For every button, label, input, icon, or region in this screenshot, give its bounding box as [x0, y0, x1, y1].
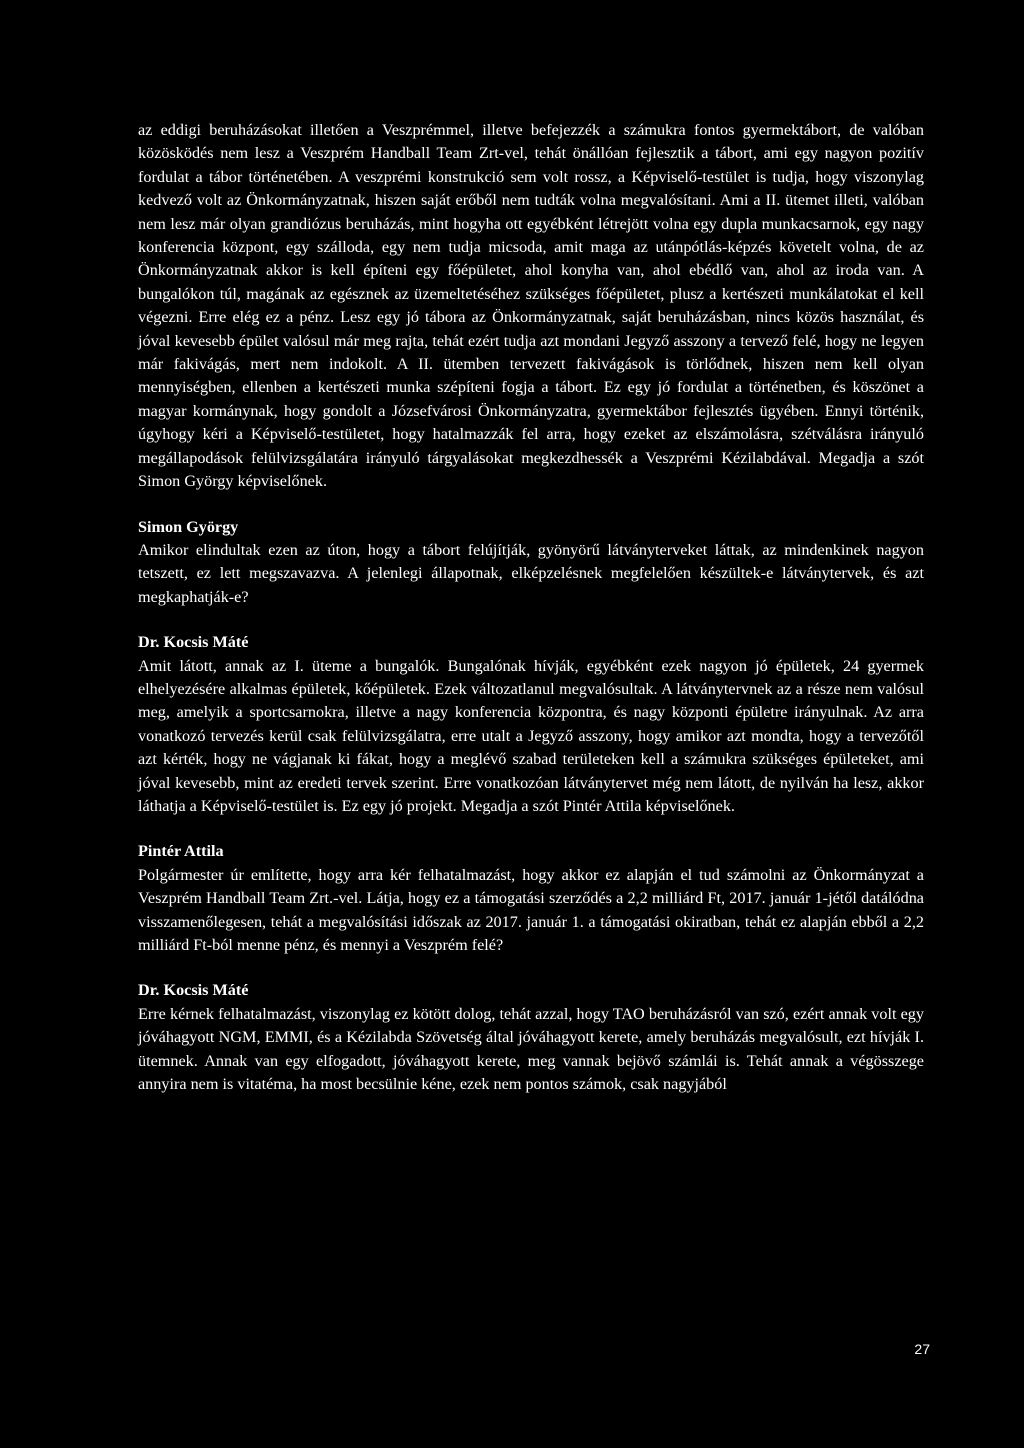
speaker-section-simon	[138, 516, 924, 610]
intro-paragraph: az eddigi beruházásokat illetően a Veszprémmel, illetve befejezzék a számukra fontos gyermektábort, de valóban közösködés nem lesz a Veszprém Handball Team Zrt-vel, tehát önállóan fejlesztik a tábort, ami egy nagyon pozitív fordulat a tábor történetében. A veszprémi konstrukció sem volt rossz, a Képviselő-testület is tudja, hogy viszonylag kedvező volt az Önkormányzatnak, hiszen saját erőből nem tudták volna megvalósítani. Ami a II. ütemet illeti, valóban nem lesz már olyan grandiózus beruházás, mint hogyha ott egyébként létrejött volna egy dupla munkacsarnok, egy nagy konferencia központ, egy szálloda, egy nem tudja micsoda, amit maga az utánpótlás-képzés követelt volna, de az Önkormányzatnak akkor is kell építeni egy főépületet, ahol konyha van, ahol ebédlő van, ahol az iroda van. A bungalókon túl, magának az egésznek az üzemeltetéséhez szükséges főépületet, plusz a kertészeti munkálatokat el kell végezni. Erre elég ez a pénz. Lesz egy jó tábora az Önkormányzatnak, saját beruházásban, nincs közös használat, és jóval kevesebb épület valósul már meg rajta, tehát ezért tudja azt mondani Jegyző asszony a tervező felé, hogy ne legyen már fakivágás, mert nem indokolt. A II. ütemben tervezett fakivágások is törlődnek, hiszen nem kell olyan mennyiségben, ellenben a kertészeti munka szépíteni fogja a tábort. Ez egy jó fordulat a történetben, és köszönet a magyar kormánynak, hogy gondolt a Józsefvárosi Önkormányzatra, gyermektábor fejlesztés ügyében. Ennyi történik, úgyhogy kéri a Képviselő-testületet, hogy hatalmazzák fel arra, hogy ezeket az elszámolásra, szétválásra irányuló megállapodások felülvizsgálatára irányuló tárgyalásokat megkezdhessék a Veszprémi Kézilabdával. Megadja a szót Simon György képviselőnek.	[138, 121, 924, 491]
document-page	[138, 119, 924, 1096]
speaker-section-kocsis-1	[138, 631, 924, 818]
speaker-name: Pintér Attila	[138, 842, 224, 861]
speaker-name: Dr. Kocsis Máté	[138, 981, 249, 1000]
speaker-text: Polgármester úr említette, hogy arra kér felhatalmazást, hogy akkor ez alapján el tud számolni az Önkormányzat a Veszprém Handball Team Zrt.-vel. Látja, hogy ez a támogatási szerződés a 2,2 milliárd Ft, 2017. január 1-jétől datálódna visszamenőlegesen, tehát a megvalósítási időszak az 2017. január 1. a támogatási okiratban, tehát ez alapján ebből a 2,2 milliárd Ft-ból menne pénz, és mennyi a Veszprém felé?	[138, 865, 924, 954]
speaker-name: Simon György	[138, 517, 239, 536]
speaker-name: Dr. Kocsis Máté	[138, 633, 249, 652]
speaker-text: Amikor elindultak ezen az úton, hogy a tábort felújítják, gyönyörű látványterveket láttak, az mindenkinek nagyon tetszett, ez lett megszavazva. A jelenlegi állapotnak, elképzelésnek megfelelően készültek-e látványtervek, és azt megkaphatják-e?	[138, 540, 924, 606]
speaker-section-kocsis-2	[138, 979, 924, 1096]
speaker-text: Erre kérnek felhatalmazást, viszonylag ez kötött dolog, tehát azzal, hogy TAO beruházásról van szó, ezért annak volt egy jóváhagyott NGM, EMMI, és a Kézilabda Szövetség által jóváhagyott kerete, amely beruházás megvalósult, ezt hívják I. ütemnek. Annak van egy elfogadott, jóváhagyott kerete, meg vannak bejövő számlái is. Tehát annak a végösszege annyira nem is vitatéma, ha most becsülnie kéne, ezek nem pontos számok, csak nagyjából	[138, 1004, 924, 1094]
page-number: 27	[914, 1341, 930, 1357]
speaker-section-pinter	[138, 840, 924, 957]
speaker-text: Amit látott, annak az I. üteme a bungalók. Bungalónak hívják, egyébként ezek nagyon jó épületek, 24 gyermek elhelyezésére alkalmas épületek, kőépületek. Ezek változatlanul megvalósultak. A látványtervnek az a része nem valósul meg, amelyik a sportcsarnokra, illetve a nagy konferencia központra, és nagy központi épületre irányulnak. Az arra vonatkozó tervezés kerül csak felülvizsgálatra, erre utalt a Jegyző asszony, hogy amikor azt mondta, hogy a tervezőtől azt kérték, hogy ne vágjanak ki fákat, hogy a meglévő szabad területeken kell a számukra szükséges épületeket, ami jóval kevesebb, mint az eredeti tervek szerint. Erre vonatkozóan látványtervet még nem látott, de nyilván ha lesz, akkor láthatja a Képviselő-testület is. Ez egy jó projekt. Megadja a szót Pintér Attila képviselőnek.	[138, 656, 924, 815]
